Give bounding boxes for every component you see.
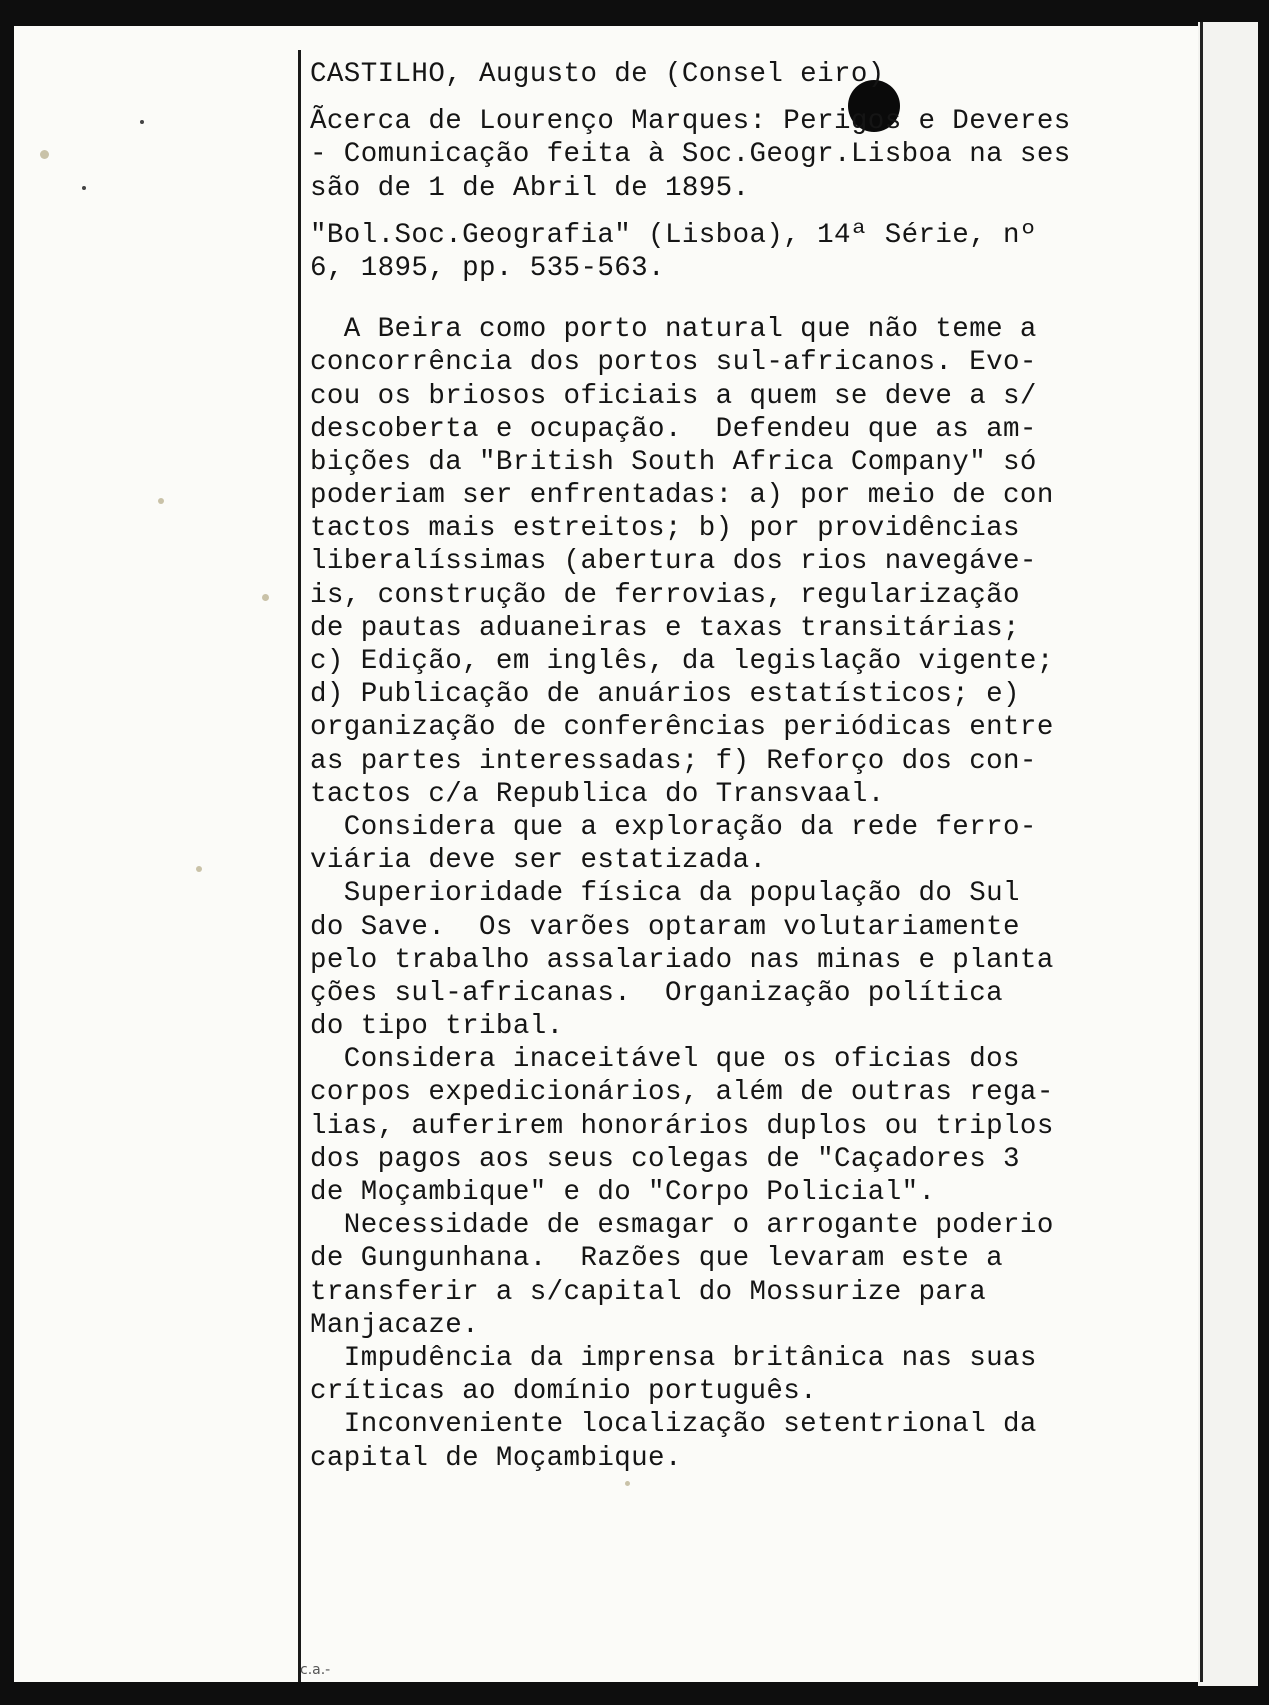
- body-line: Superioridade física da população do Sul: [310, 878, 1020, 910]
- body-line: concorrência dos portos sul-africanos. Evo-: [310, 347, 1037, 379]
- body-line: organização de conferências periódicas entre: [310, 712, 1054, 744]
- title-line: são de 1 de Abril de 1895.: [310, 172, 750, 204]
- body-line: A Beira como porto natural que não teme a: [310, 314, 1037, 346]
- paper-speck: [140, 120, 144, 124]
- paper-speck: [625, 1481, 630, 1486]
- citation-line: 6, 1895, pp. 535-563.: [310, 252, 665, 284]
- paper-speck: [196, 866, 202, 872]
- body-line: viária deve ser estatizada.: [310, 845, 767, 877]
- body-line: Necessidade de esmagar o arrogante poderio: [310, 1210, 1054, 1242]
- body-line: de Moçambique" e do "Corpo Policial".: [310, 1177, 936, 1208]
- body-line: tactos mais estreitos; b) por providências: [310, 513, 1020, 545]
- body-line: corpos expedicionários, além de outras rega-: [310, 1077, 1054, 1109]
- body-line: pelo trabalho assalariado nas minas e planta: [310, 944, 1054, 976]
- body-line: dos pagos aos seus colegas de "Caçadores 3: [310, 1143, 1020, 1175]
- body-line: transferir a s/capital do Mossurize para: [310, 1276, 987, 1308]
- body-line: capital de Moçambique.: [310, 1442, 682, 1474]
- citation-line: "Bol.Soc.Geografia" (Lisboa), 14ª Série, nº: [310, 219, 1037, 251]
- title-line: Ãcerca de Lourenço Marques: Perigos e Deveres: [310, 106, 1071, 138]
- margin-rule: [298, 50, 301, 1682]
- card-text: [310, 58, 1190, 1475]
- body-line: de Gungunhana. Razões que levaram este a: [310, 1243, 1004, 1275]
- body-line: do Save. Os varões optaram volutariamente: [310, 911, 1020, 943]
- body-line: Considera que a exploração da rede ferro-: [310, 811, 1037, 843]
- body-line: Considera inaceitável que os oficias dos: [310, 1044, 1020, 1076]
- footer-scribble: c.a.-: [300, 1662, 331, 1678]
- paper-speck: [262, 594, 269, 601]
- body-line: descoberta e ocupação. Defendeu que as am-: [310, 413, 1037, 445]
- body-line: Impudência da imprensa britânica nas suas: [310, 1342, 1037, 1374]
- body-line: poderiam ser enfrentadas: a) por meio de con: [310, 480, 1054, 512]
- title-line: - Comunicação feita à Soc.Geogr.Lisboa na ses: [310, 139, 1071, 171]
- body-line: Inconveniente localização setentrional da: [310, 1409, 1037, 1441]
- body-line: críticas ao domínio português.: [310, 1376, 818, 1408]
- body-line: bições da "British South Africa Company" só: [310, 446, 1037, 478]
- body-line: Manjacaze.: [310, 1309, 480, 1341]
- body-line: liberalíssimas (abertura dos rios navegáve-: [310, 546, 1037, 578]
- body-line: lias, auferirem honorários duplos ou triplos: [310, 1110, 1054, 1142]
- body-line: is, construção de ferrovias, regularização: [310, 579, 1020, 611]
- body-line: d) Publicação de anuários estatísticos; e): [310, 679, 1020, 711]
- paper-speck: [40, 150, 49, 159]
- body-line: tactos c/a Republica do Transvaal.: [310, 778, 885, 810]
- body-line: as partes interessadas; f) Reforço dos con-: [310, 745, 1037, 777]
- paper-speck: [158, 498, 164, 504]
- body-line: de pautas aduaneiras e taxas transitárias;: [310, 612, 1020, 644]
- body-line: do tipo tribal.: [310, 1011, 564, 1043]
- paper-speck: [82, 186, 86, 190]
- title-block: [310, 105, 1190, 205]
- body-line: c) Edição, em inglês, da legislação vigente;: [310, 646, 1054, 677]
- body-line: cou os briosos oficiais a quem se deve a s/: [310, 380, 1037, 412]
- right-edge-strip: [1198, 22, 1258, 1686]
- author-line: CASTILHO, Augusto de (Consel eiro): [310, 59, 885, 90]
- citation-block: [310, 219, 1190, 285]
- abstract-body: [310, 313, 1190, 1475]
- right-edge-line: [1200, 22, 1203, 1682]
- body-line: ções sul-africanas. Organização política: [310, 977, 1004, 1009]
